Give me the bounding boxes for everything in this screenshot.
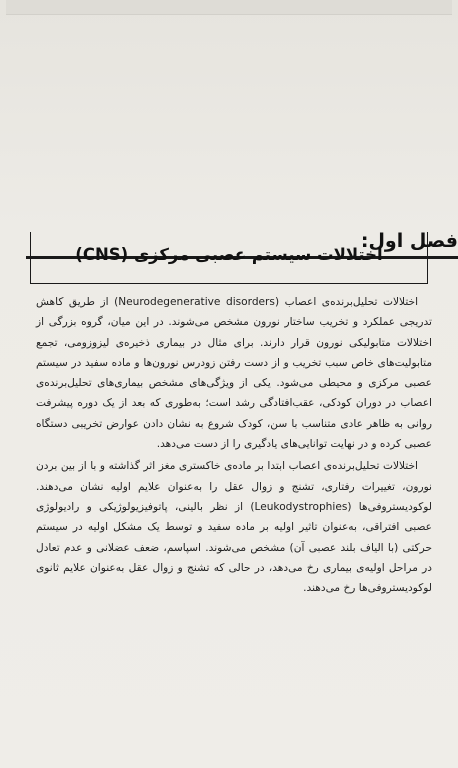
paragraph-2: اختلالات تحلیل‌برنده‌ی اعصاب ابتدا بر ماده‌ی خاکستری مغز اثر گذاشته و با از بین بردن نورون، تغییرات رفتاری، تشنج و زوال عقل را به‌عنوان علایم اولیه نشان می‌دهند. لوکودیستروفی‌ها (Leukodystrophies) از نظر بالینی، پاتوفیزیولوژیکی و رادیولوژی عصبی افتراقی، به‌عنوان تاثیر اولیه بر ماده سفید و توسط یک مشکل اولیه در سیستم حرکتی (با الیاف بلند عصبی آن) مشخص می‌شوند. اسپاسم، ضعف عضلانی و عدم تعادل در مراحل اولیه‌ی بیماری رخ می‌دهد، در حالی که تشنج و زوال عقل به‌عنوان علایم ثانوی لوکودیستروفی‌ها رخ می‌دهند. xyxy=(36,460,433,595)
chapter-heading: فصل اول: xyxy=(360,230,458,252)
page-top-edge xyxy=(6,0,452,15)
chapter-title: اختلالات سیستم عصبی مرکزی (CNS) xyxy=(75,245,383,264)
paragraph-1: اختلالات تحلیل‌برنده‌ی اعصاب (Neurodegenerative disorders) از طریق کاهش تدریجی عملکرد و تخریب ساختار نورون مشخص می‌شوند. در این میان، گروه بزرگی از اختلالات متابولیکی نورون قرار دارند. برای مثال در بیماری ذخیره‌ی لیزوزومی، تجمع متابولیت‌های خاص سبب تخریب و از دست رفتن زودرس نورون‌ها و ماده سفید در سیستم عصبی مرکزی و محیطی می‌شود. یکی از ویژگی‌های مشخص بیماری‌های تحلیل‌برنده‌ی اعصاب در دوران کودکی، عقب‌افتادگی رشد است؛ به‌طوری که بعد از یک دوره پیشرفت روانی به ظاهر عادی متناسب با سن، کودک شروع به نشان دادن عوارض تخریبی دستگاه عصبی کرده و در نهایت توانایی‌های یادگیری را از دست می‌دهد. xyxy=(36,296,432,451)
body-text xyxy=(36,292,432,598)
